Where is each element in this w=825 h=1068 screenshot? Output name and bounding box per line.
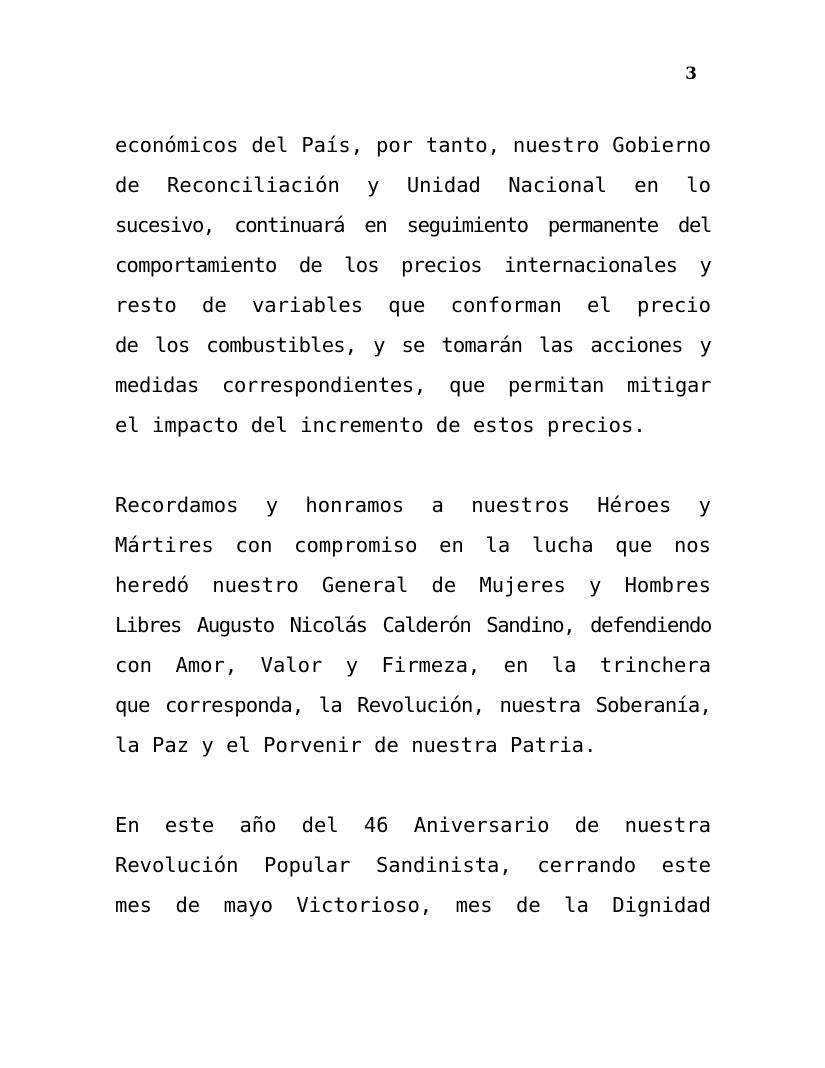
text-line: heredó nuestro General de Mujeres y Hombres — [115, 573, 711, 597]
text-line: medidas correspondientes, que permitan mitigar — [115, 373, 711, 397]
text-line: de los combustibles, y se tomarán las acciones y — [115, 333, 711, 357]
text-line: Mártires con compromiso en la lucha que nos — [115, 533, 711, 557]
text-line: Recordamos y honramos a nuestros Héroes y — [115, 493, 711, 517]
text-line: Libres Augusto Nicolás Calderón Sandino, defendiendo — [115, 613, 711, 637]
page-number: 3 — [685, 64, 697, 84]
text-line: comportamiento de los precios internacionales y — [115, 253, 711, 277]
text-line: de Reconciliación y Unidad Nacional en lo — [115, 173, 711, 197]
text-line: que corresponda, la Revolución, nuestra Soberanía, — [115, 693, 711, 717]
text-line: con Amor, Valor y Firmeza, en la trinchera — [115, 653, 711, 677]
text-line: resto de variables que conforman el precio — [115, 293, 711, 317]
text-line: En este año del 46 Aniversario de nuestra — [115, 813, 711, 837]
text-line: el impacto del incremento de estos precios. — [115, 413, 646, 437]
text-line: sucesivo, continuará en seguimiento permanente del — [115, 213, 711, 237]
text-line: la Paz y el Porvenir de nuestra Patria. — [115, 733, 597, 757]
text-line: Revolución Popular Sandinista, cerrando este — [115, 853, 711, 877]
paragraph-2 — [115, 485, 711, 765]
paragraph-1 — [115, 125, 711, 445]
text-line: económicos del País, por tanto, nuestro Gobierno — [115, 133, 711, 157]
document-body — [115, 125, 711, 925]
paragraph-3 — [115, 805, 711, 925]
text-line: mes de mayo Victorioso, mes de la Dignidad — [115, 893, 711, 917]
